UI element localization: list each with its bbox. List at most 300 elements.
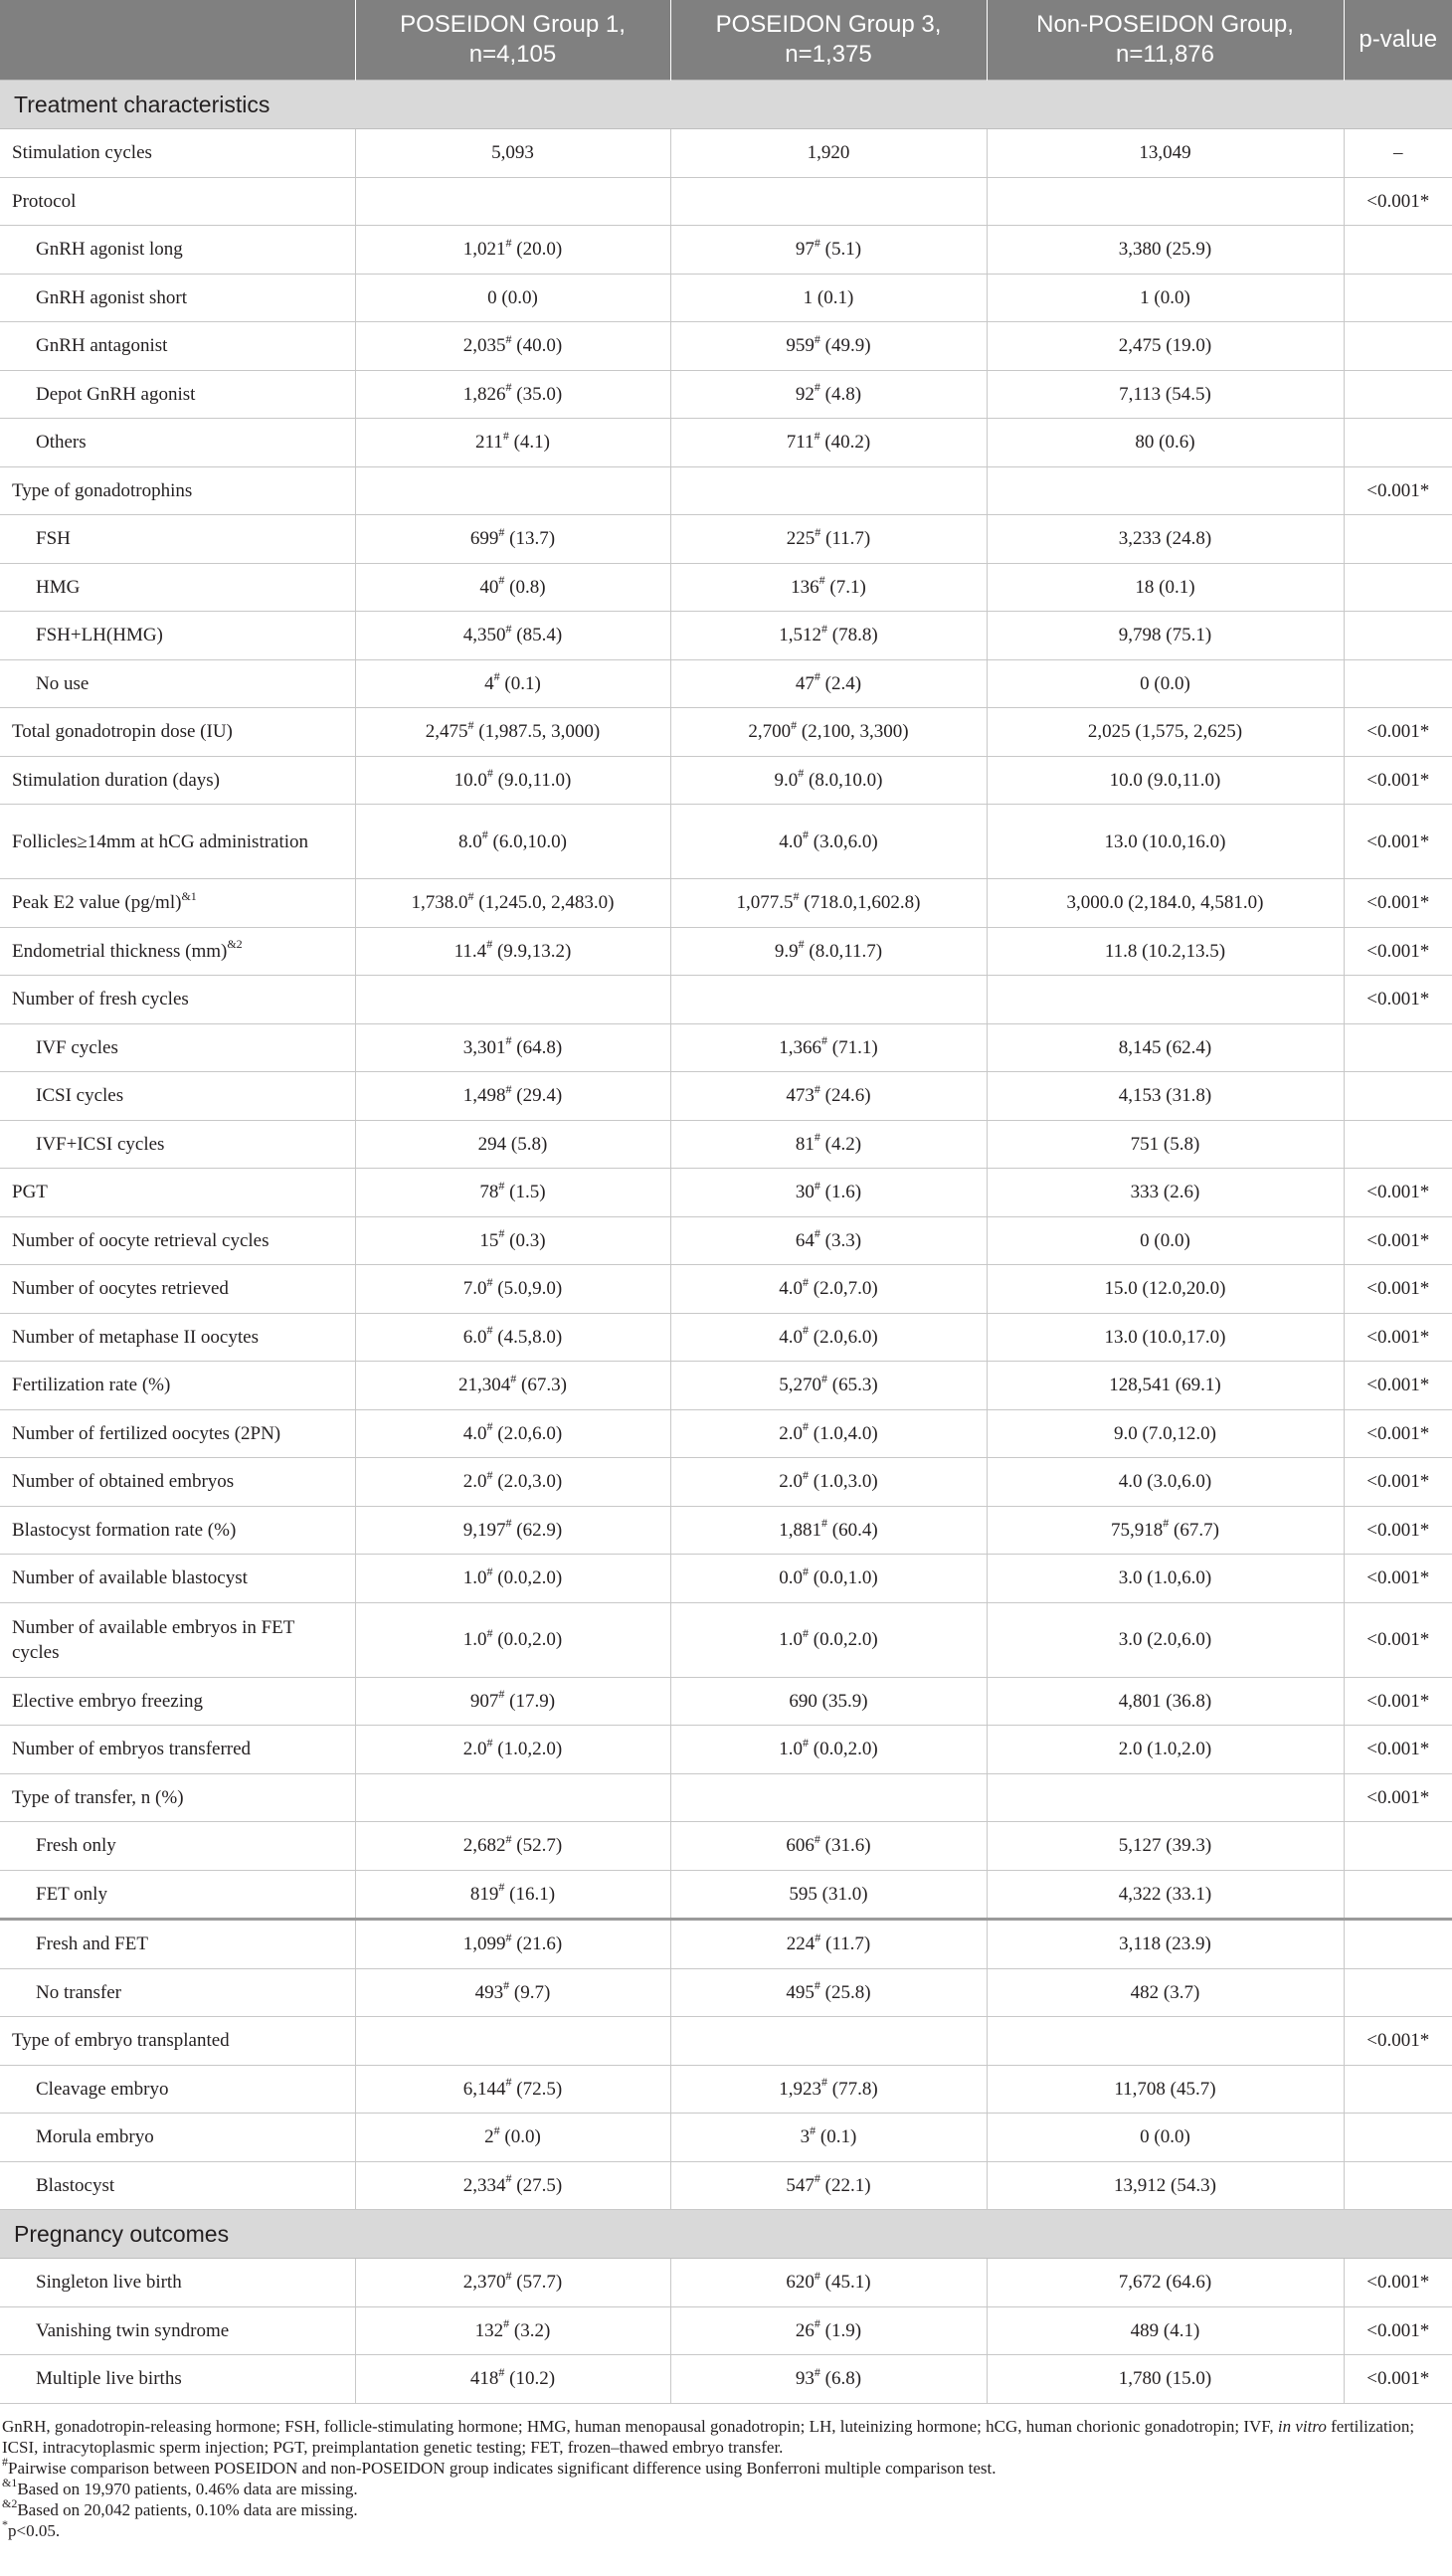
row-label [0, 466, 355, 515]
table-footnotes [0, 2404, 1452, 2541]
row-label [0, 1072, 355, 1121]
cell-poseidon-group-1 [355, 1409, 670, 1458]
cell-value: 5,127 (39.3) [1118, 1835, 1212, 1857]
cell-poseidon-group-3 [670, 515, 987, 564]
cell-value: 2,475 (19.0) [1118, 335, 1212, 357]
cell-poseidon-group-1 [355, 466, 670, 515]
cell-non-poseidon-group [987, 1458, 1344, 1507]
cell-value: 547 [786, 2174, 815, 2196]
cell-poseidon-group-3 [670, 756, 987, 805]
cell-poseidon-group-3 [670, 1409, 987, 1458]
cell-value: 1.0 [462, 1567, 487, 1589]
cell-value: 3,233 (24.8) [1118, 528, 1212, 550]
significance-marker: # [510, 1371, 517, 1385]
cell-non-poseidon-group [987, 1773, 1344, 1822]
cell-p-value: <0.001* [1344, 1602, 1452, 1677]
row-label-text: PGT [12, 1182, 48, 1203]
table-row [0, 1726, 1452, 1774]
cell-value: 4.0 [779, 1326, 804, 1348]
footnote-amp2-text: Based on 20,042 patients, 0.10% data are missing. [17, 2499, 358, 2519]
row-label-text: Number of oocyte retrieval cycles [12, 1229, 270, 1251]
table-row [0, 2114, 1452, 2162]
cell-value-detail: (67.3) [516, 1375, 567, 1396]
row-label-text: Number of available embryos in FET cycles [12, 1616, 295, 1663]
row-label [0, 1555, 355, 1603]
cell-value-detail: (17.9) [504, 1690, 556, 1712]
cell-value: 0 (0.0) [487, 286, 538, 308]
cell-p-value: <0.001* [1344, 2259, 1452, 2307]
row-label-text: Number of metaphase II oocytes [12, 1326, 259, 1348]
cell-value: 80 (0.6) [1135, 432, 1195, 454]
row-label [0, 756, 355, 805]
cell-value-detail: (4.2) [819, 1133, 862, 1155]
cell-value-detail: (8.0,11.7) [804, 940, 883, 962]
cell-poseidon-group-3 [670, 2306, 987, 2355]
cell-non-poseidon-group [987, 2114, 1344, 2162]
table-row [0, 177, 1452, 226]
row-label-text: HMG [36, 576, 81, 598]
table-row [0, 612, 1452, 660]
cell-non-poseidon-group [987, 1169, 1344, 1217]
table-row [0, 1506, 1452, 1555]
cell-value-detail: (3.0,6.0) [809, 830, 878, 852]
cell-value-detail: (4.1) [508, 432, 550, 454]
table-row [0, 976, 1452, 1024]
significance-marker: # [803, 1564, 810, 1578]
header-variable [0, 0, 355, 81]
cell-value-detail: (7.1) [824, 576, 866, 598]
cell-non-poseidon-group [987, 274, 1344, 322]
cell-poseidon-group-3 [670, 1169, 987, 1217]
row-label [0, 1602, 355, 1677]
cell-value: 40 [479, 576, 499, 598]
row-label [0, 2259, 355, 2307]
table-header [0, 0, 1452, 81]
significance-marker: # [486, 1419, 493, 1434]
row-label-footnote-marker: &1 [181, 888, 197, 903]
cell-value-detail: (2.0,6.0) [492, 1422, 563, 1444]
cell-poseidon-group-3 [670, 1870, 987, 1920]
cell-poseidon-group-1 [355, 129, 670, 178]
row-label-text: FSH [36, 528, 71, 550]
table-row [0, 1265, 1452, 1314]
table-row [0, 2065, 1452, 2114]
row-label-text: Endometrial thickness (mm) [12, 940, 228, 962]
table-row [0, 1023, 1452, 1072]
significance-marker: # [486, 766, 493, 781]
row-label-text: GnRH agonist short [36, 286, 187, 308]
significance-marker: # [498, 1880, 505, 1895]
footnote-star [2, 2516, 1450, 2541]
cell-value-detail: (4.8) [819, 383, 862, 405]
cell-non-poseidon-group [987, 927, 1344, 976]
row-label [0, 1023, 355, 1072]
cell-non-poseidon-group [987, 466, 1344, 515]
cell-p-value [1344, 1870, 1452, 1920]
table-row [0, 1458, 1452, 1507]
header-p-value: p-value [1344, 0, 1452, 81]
significance-marker: # [803, 1323, 810, 1338]
row-label-text: Number of fertilized oocytes (2PN) [12, 1422, 281, 1444]
cell-value-detail: (0.0,1.0) [809, 1567, 878, 1589]
significance-marker: # [486, 937, 493, 952]
footnote-abbrev-text-b: fertilization; ICSI, intracytoplasmic sperm injection; PGT, preimplantation genetic testing; FET, frozen–thawed embryo transfer. [2, 2416, 1415, 2457]
header-poseidon-group-3: POSEIDON Group 3, n=1,375 [670, 0, 987, 81]
cell-non-poseidon-group [987, 129, 1344, 178]
cell-value-detail: (65.3) [827, 1375, 878, 1396]
section-title: Treatment characteristics [0, 81, 1452, 129]
cell-value: 3.0 (2.0,6.0) [1118, 1629, 1212, 1650]
cell-value-detail: (52.7) [511, 1835, 563, 1857]
cell-poseidon-group-1 [355, 1602, 670, 1677]
cell-value-detail: (4.5,8.0) [492, 1326, 563, 1348]
row-label [0, 1409, 355, 1458]
row-label [0, 1726, 355, 1774]
significance-marker: # [814, 2268, 820, 2283]
cell-poseidon-group-1 [355, 2355, 670, 2404]
table-row [0, 1920, 1452, 1969]
cell-poseidon-group-3 [670, 2114, 987, 2162]
cell-value: 6.0 [462, 1326, 487, 1348]
cell-value-detail: (3.2) [509, 2319, 551, 2341]
cell-poseidon-group-1 [355, 274, 670, 322]
table-body [0, 81, 1452, 2404]
cell-p-value: <0.001* [1344, 1265, 1452, 1314]
cell-value: 47 [795, 672, 815, 694]
row-label-text: GnRH antagonist [36, 335, 168, 357]
cell-p-value [1344, 226, 1452, 275]
header-poseidon-group-1: POSEIDON Group 1, n=4,105 [355, 0, 670, 81]
cell-value: 2,025 (1,575, 2,625) [1087, 721, 1243, 743]
cell-value: 418 [469, 2368, 499, 2390]
significance-marker: # [818, 573, 825, 588]
cell-poseidon-group-3 [670, 2065, 987, 2114]
cell-value: 75,918 [1111, 1519, 1164, 1541]
row-label-text: Elective embryo freezing [12, 1690, 204, 1712]
significance-marker: # [814, 1226, 820, 1241]
row-label-text: Fresh and FET [36, 1933, 148, 1955]
significance-marker: # [814, 1978, 820, 1993]
significance-marker: # [814, 1831, 820, 1846]
cell-poseidon-group-1 [355, 1822, 670, 1871]
cell-non-poseidon-group [987, 659, 1344, 708]
table-row [0, 419, 1452, 467]
row-label-text: ICSI cycles [36, 1085, 124, 1107]
cell-poseidon-group-1 [355, 2114, 670, 2162]
cell-value-detail: (1.9) [819, 2319, 862, 2341]
row-label [0, 2017, 355, 2066]
section-header-row [0, 81, 1452, 129]
cell-poseidon-group-3 [670, 2259, 987, 2307]
cell-value-detail: (1.6) [819, 1182, 862, 1203]
cell-p-value: <0.001* [1344, 927, 1452, 976]
cell-poseidon-group-3 [670, 466, 987, 515]
significance-marker: # [505, 331, 512, 346]
cell-value-detail: (2.0,6.0) [809, 1326, 878, 1348]
cell-value: 595 (31.0) [789, 1883, 868, 1905]
cell-value: 0 (0.0) [1140, 1229, 1190, 1251]
table-row [0, 1313, 1452, 1362]
cell-value-detail: (24.6) [819, 1085, 871, 1107]
cell-value: 3,118 (23.9) [1119, 1933, 1211, 1955]
cell-p-value [1344, 370, 1452, 419]
cell-poseidon-group-3 [670, 1023, 987, 1072]
row-label-text: Fertilization rate (%) [12, 1375, 171, 1396]
row-label-text: Blastocyst [36, 2174, 115, 2196]
cell-value: 1.0 [779, 1739, 804, 1760]
row-label [0, 563, 355, 612]
cell-value: 4.0 [462, 1422, 487, 1444]
cell-value: 15 [479, 1229, 499, 1251]
cell-p-value: – [1344, 129, 1452, 178]
cell-p-value: <0.001* [1344, 1313, 1452, 1362]
cell-value: 64 [795, 1229, 815, 1251]
row-label [0, 1313, 355, 1362]
cell-value-detail: (2,100, 3,300) [797, 721, 909, 743]
footnote-hash-text: Pairwise comparison between POSEIDON and non-POSEIDON group indicates significant difference using Bonferroni multiple comparison test. [8, 2458, 997, 2478]
cell-value: 1,780 (15.0) [1118, 2368, 1212, 2390]
cell-value: 224 [786, 1933, 816, 1955]
cell-poseidon-group-1 [355, 1506, 670, 1555]
cell-poseidon-group-3 [670, 879, 987, 928]
table-row [0, 1555, 1452, 1603]
cell-p-value [1344, 1023, 1452, 1072]
cell-poseidon-group-1 [355, 612, 670, 660]
cell-value: 2,682 [462, 1835, 506, 1857]
cell-value-detail: (78.8) [827, 625, 878, 646]
cell-non-poseidon-group [987, 1265, 1344, 1314]
significance-marker: # [798, 766, 805, 781]
cell-p-value [1344, 563, 1452, 612]
table-row [0, 370, 1452, 419]
cell-value-detail: (0.0,2.0) [492, 1567, 563, 1589]
cell-value-detail: (10.2) [504, 2368, 556, 2390]
cell-p-value [1344, 2065, 1452, 2114]
cell-poseidon-group-1 [355, 1870, 670, 1920]
cell-non-poseidon-group [987, 1023, 1344, 1072]
cell-value: 4,322 (33.1) [1118, 1883, 1212, 1905]
row-label [0, 2114, 355, 2162]
cell-poseidon-group-3 [670, 659, 987, 708]
cell-value: 6,144 [462, 2078, 506, 2100]
significance-marker: # [486, 1564, 493, 1578]
cell-value-detail: (6.8) [819, 2368, 862, 2390]
cell-poseidon-group-1 [355, 563, 670, 612]
row-label [0, 879, 355, 928]
row-label [0, 1265, 355, 1314]
cell-value: 13.0 (10.0,16.0) [1104, 830, 1226, 852]
cell-p-value [1344, 1968, 1452, 2017]
significance-marker: # [467, 888, 474, 903]
table-row [0, 1216, 1452, 1265]
row-label-text: Number of oocytes retrieved [12, 1278, 229, 1300]
cell-value: 1 (0.1) [803, 286, 854, 308]
cell-non-poseidon-group [987, 1602, 1344, 1677]
cell-value-detail: (35.0) [511, 383, 563, 405]
cell-value-detail: (2.0,7.0) [809, 1278, 878, 1300]
cell-p-value [1344, 322, 1452, 371]
significance-marker: # [803, 1467, 810, 1482]
cell-p-value: <0.001* [1344, 879, 1452, 928]
table-row [0, 1822, 1452, 1871]
cell-non-poseidon-group [987, 612, 1344, 660]
cell-value-detail: (1.0,2.0) [492, 1739, 563, 1760]
cell-non-poseidon-group [987, 1120, 1344, 1169]
significance-marker: # [498, 2364, 505, 2379]
cell-value-detail: (16.1) [504, 1883, 556, 1905]
footnote-abbrev-text-a: GnRH, gonadotropin-releasing hormone; FSH, follicle-stimulating hormone; HMG, human menopausal gonadotropin; LH, luteinizing hormone; hCG, human chorionic gonadotropin; IVF, [2, 2416, 1278, 2436]
table-row [0, 756, 1452, 805]
significance-marker: # [810, 2122, 817, 2137]
cell-value-detail: (0.3) [504, 1229, 546, 1251]
row-label [0, 1120, 355, 1169]
cell-value: 473 [786, 1085, 815, 1107]
cell-value: 5,093 [491, 142, 534, 164]
cell-value-detail: (11.7) [820, 1933, 871, 1955]
cell-value: 1 (0.0) [1140, 286, 1190, 308]
cell-value: 26 [795, 2319, 815, 2341]
cell-poseidon-group-3 [670, 1313, 987, 1362]
cell-poseidon-group-1 [355, 1968, 670, 2017]
table-row [0, 515, 1452, 564]
cell-p-value: <0.001* [1344, 2355, 1452, 2404]
cell-poseidon-group-1 [355, 1726, 670, 1774]
table-row [0, 129, 1452, 178]
cell-value-detail: (27.5) [511, 2174, 563, 2196]
cell-non-poseidon-group [987, 1822, 1344, 1871]
cell-value: 21,304 [458, 1375, 511, 1396]
row-label [0, 177, 355, 226]
row-label [0, 226, 355, 275]
cell-value: 15.0 (12.0,20.0) [1104, 1278, 1226, 1300]
significance-marker: # [814, 2171, 820, 2186]
table-row [0, 708, 1452, 757]
cell-non-poseidon-group [987, 370, 1344, 419]
significance-marker: # [502, 428, 509, 443]
cell-poseidon-group-3 [670, 1458, 987, 1507]
cell-value: 819 [469, 1883, 499, 1905]
cell-value: 1,099 [462, 1933, 506, 1955]
significance-marker: # [1163, 1516, 1170, 1531]
cell-value-detail: (1,987.5, 3,000) [473, 721, 601, 743]
cell-non-poseidon-group [987, 1555, 1344, 1603]
cell-value: 11.4 [454, 940, 487, 962]
cell-value: 2,475 [425, 721, 468, 743]
significance-marker: # [498, 1226, 505, 1241]
row-label [0, 129, 355, 178]
cell-poseidon-group-1 [355, 1555, 670, 1603]
row-label-text: Peak E2 value (pg/ml) [12, 892, 182, 914]
cell-value: 92 [795, 383, 815, 405]
row-label-text: No use [36, 672, 90, 694]
cell-value-detail: (20.0) [511, 239, 563, 261]
significance-marker: # [505, 1831, 512, 1846]
significance-marker: # [486, 1467, 493, 1482]
cell-poseidon-group-1 [355, 1677, 670, 1726]
row-label-text: IVF cycles [36, 1036, 118, 1058]
cell-non-poseidon-group [987, 1362, 1344, 1410]
cell-value-detail: (1,245.0, 2,483.0) [473, 892, 615, 914]
cell-non-poseidon-group [987, 1409, 1344, 1458]
significance-marker: # [821, 1371, 828, 1385]
row-label-text: FET only [36, 1883, 107, 1905]
row-label-text: Vanishing twin syndrome [36, 2319, 230, 2341]
cell-value: 3,000.0 (2,184.0, 4,581.0) [1066, 892, 1264, 914]
cell-value: 959 [786, 335, 815, 357]
cell-value: 4.0 (3.0,6.0) [1118, 1471, 1212, 1493]
cell-value-detail: (1.5) [504, 1182, 546, 1203]
cell-value-detail: (0.0,2.0) [492, 1629, 563, 1650]
cell-p-value: <0.001* [1344, 177, 1452, 226]
significance-marker: # [505, 380, 512, 395]
significance-marker: # [493, 2122, 500, 2137]
table-row [0, 1072, 1452, 1121]
table-row [0, 226, 1452, 275]
cell-value-detail: (77.8) [827, 2078, 878, 2100]
row-label-text: Blastocyst formation rate (%) [12, 1519, 237, 1541]
significance-marker: # [821, 621, 828, 636]
cell-poseidon-group-3 [670, 370, 987, 419]
significance-marker: # [498, 1178, 505, 1193]
row-label [0, 976, 355, 1024]
cell-non-poseidon-group [987, 1216, 1344, 1265]
cell-value-detail: (25.8) [819, 1981, 871, 2003]
cell-value: 7,672 (64.6) [1118, 2272, 1212, 2294]
cell-non-poseidon-group [987, 1870, 1344, 1920]
cell-non-poseidon-group [987, 879, 1344, 928]
cell-poseidon-group-3 [670, 2355, 987, 2404]
row-label [0, 1870, 355, 1920]
cell-value: 751 (5.8) [1130, 1133, 1200, 1155]
cell-poseidon-group-3 [670, 2017, 987, 2066]
cell-poseidon-group-1 [355, 1216, 670, 1265]
cell-value: 4 [484, 672, 494, 694]
cell-p-value: <0.001* [1344, 1216, 1452, 1265]
cell-p-value [1344, 2114, 1452, 2162]
significance-marker: # [803, 1735, 810, 1749]
significance-marker: # [793, 888, 800, 903]
row-label-text: Type of embryo transplanted [12, 2030, 230, 2052]
cell-poseidon-group-1 [355, 1072, 670, 1121]
cell-value: 5,270 [779, 1375, 822, 1396]
cell-value-detail: (5.0,9.0) [492, 1278, 563, 1300]
cell-value: 2,334 [462, 2174, 506, 2196]
cell-p-value: <0.001* [1344, 1726, 1452, 1774]
cell-p-value [1344, 612, 1452, 660]
significance-marker: # [486, 1625, 493, 1640]
significance-marker: # [503, 2316, 510, 2331]
cell-value-detail: (3.3) [819, 1229, 862, 1251]
significance-marker: # [821, 1516, 828, 1531]
significance-marker: # [505, 2268, 512, 2283]
cell-value-detail: (72.5) [511, 2078, 563, 2100]
cell-poseidon-group-1 [355, 1265, 670, 1314]
significance-marker: # [505, 621, 512, 636]
cell-value: 4.0 [779, 830, 804, 852]
cell-poseidon-group-3 [670, 612, 987, 660]
cell-p-value: <0.001* [1344, 756, 1452, 805]
cell-value: 711 [786, 432, 815, 454]
cell-poseidon-group-1 [355, 322, 670, 371]
table-row [0, 1968, 1452, 2017]
cell-value-detail: (1.0,4.0) [809, 1422, 878, 1444]
cell-p-value: <0.001* [1344, 1362, 1452, 1410]
cell-non-poseidon-group [987, 805, 1344, 879]
row-label-text: Multiple live births [36, 2368, 182, 2390]
cell-poseidon-group-1 [355, 927, 670, 976]
row-label [0, 1458, 355, 1507]
cell-p-value [1344, 1120, 1452, 1169]
